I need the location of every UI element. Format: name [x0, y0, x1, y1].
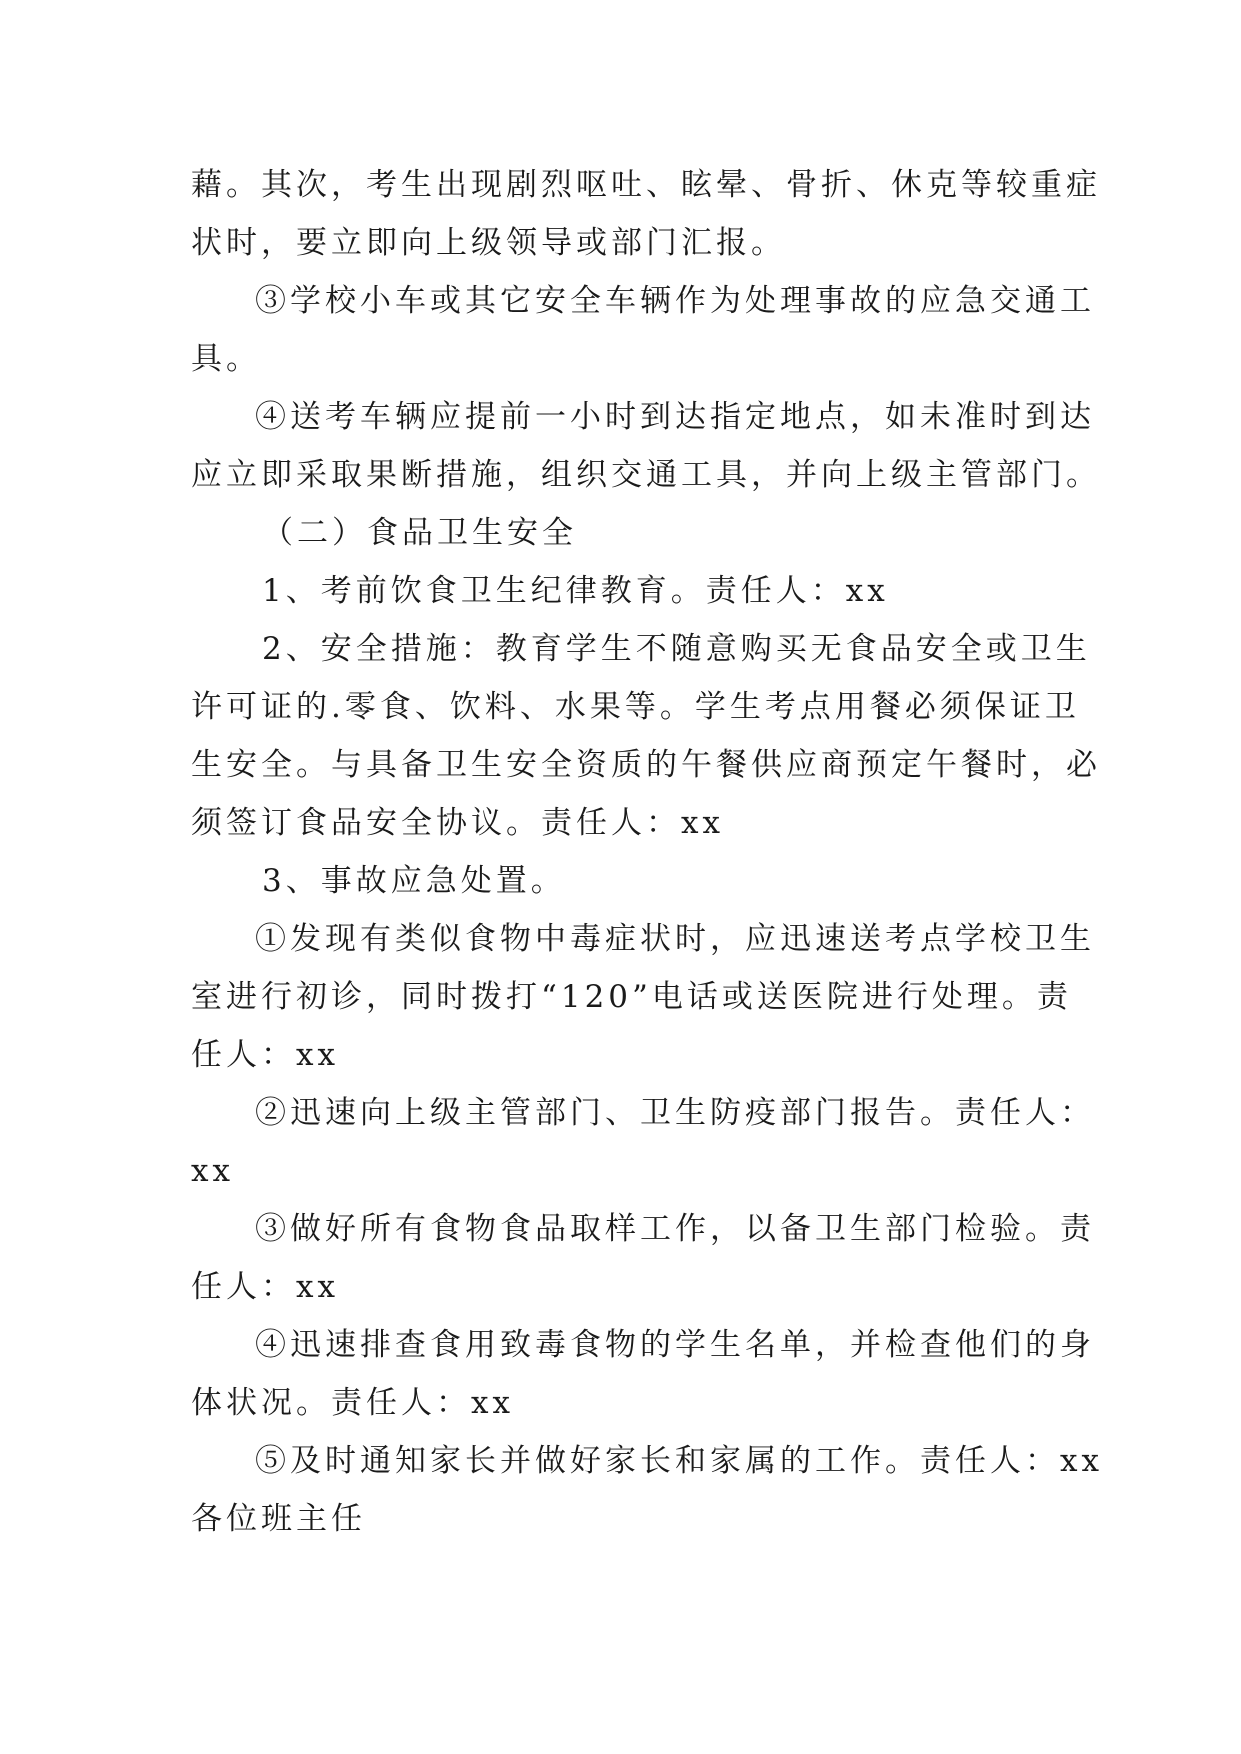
paragraph-line: 具。 [191, 341, 261, 377]
paragraph-line: ④迅速排查食用致毒食物的学生名单，并检查他们的身 [255, 1327, 1095, 1363]
paragraph-line: ⑤及时通知家长并做好家长和家属的工作。责任人：xx [255, 1443, 1103, 1479]
paragraph-line: 任人：xx [191, 1269, 339, 1305]
paragraph-line: ①发现有类似食物中毒症状时，应迅速送考点学校卫生 [255, 921, 1095, 957]
paragraph-line: 室进行初诊，同时拨打“120”电话或送医院进行处理。责 [191, 979, 1072, 1015]
paragraph-line: 状时，要立即向上级领导或部门汇报。 [191, 225, 786, 261]
paragraph-line: xx [191, 1153, 234, 1189]
paragraph-line: 须签订食品安全协议。责任人：xx [191, 805, 724, 841]
paragraph-line: ③做好所有食物食品取样工作，以备卫生部门检验。责 [255, 1211, 1095, 1247]
paragraph-line: 1、考前饮食卫生纪律教育。责任人：xx [262, 573, 889, 609]
paragraph-line: 生安全。与具备卫生安全资质的午餐供应商预定午餐时，必 [191, 747, 1101, 783]
paragraph-line: ④送考车辆应提前一小时到达指定地点，如未准时到达 [255, 399, 1095, 435]
paragraph-line: ②迅速向上级主管部门、卫生防疫部门报告。责任人： [255, 1095, 1095, 1131]
paragraph-line: 各位班主任 [191, 1501, 366, 1537]
paragraph-line: ③学校小车或其它安全车辆作为处理事故的应急交通工 [255, 283, 1095, 319]
paragraph-line: 藉。其次，考生出现剧烈呕吐、眩晕、骨折、休克等较重症 [191, 167, 1101, 203]
paragraph-line: 2、安全措施：教育学生不随意购买无食品安全或卫生 [262, 631, 1091, 667]
paragraph-line: 3、事故应急处置。 [262, 863, 566, 899]
paragraph-line: 许可证的.零食、饮料、水果等。学生考点用餐必须保证卫 [191, 689, 1080, 725]
section-heading: （二）食品卫生安全 [262, 515, 577, 551]
paragraph-line: 体状况。责任人：xx [191, 1385, 514, 1421]
paragraph-line: 任人：xx [191, 1037, 339, 1073]
paragraph-line: 应立即采取果断措施，组织交通工具，并向上级主管部门。 [191, 457, 1101, 493]
